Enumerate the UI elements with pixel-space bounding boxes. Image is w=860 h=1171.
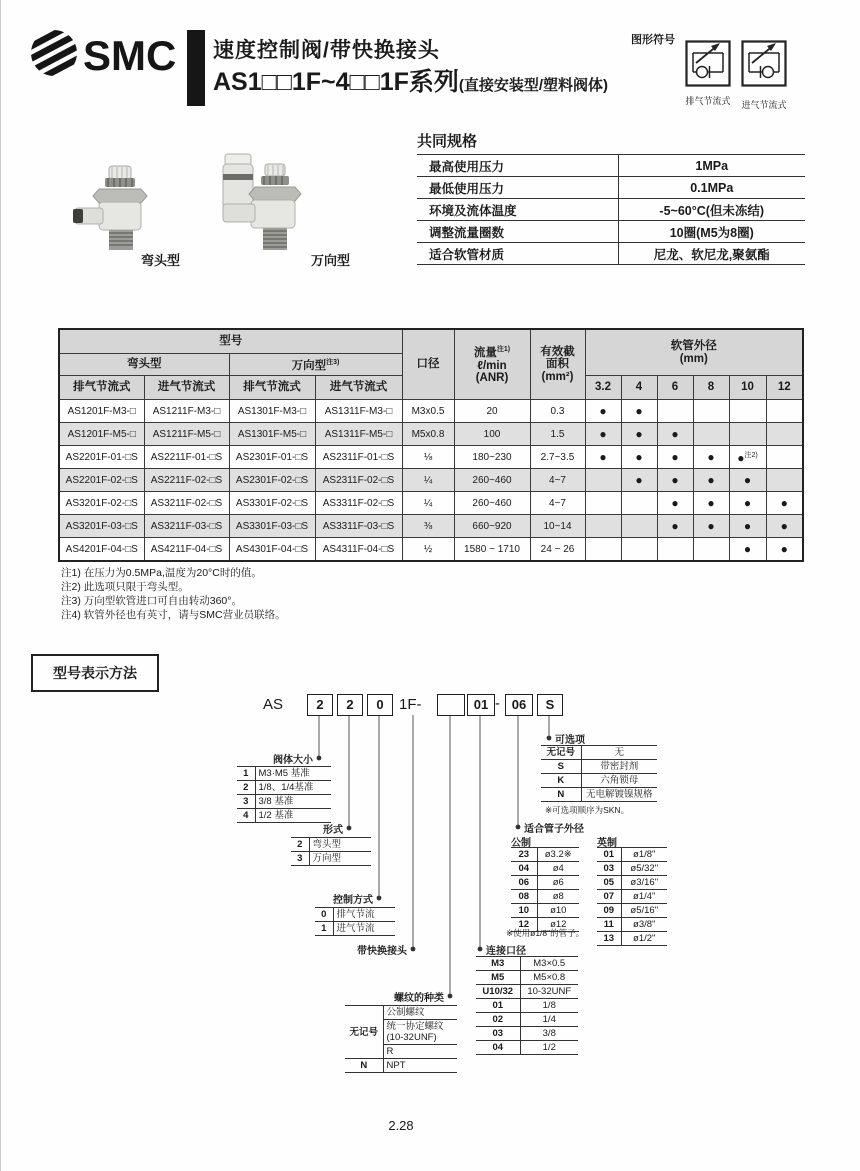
model-cell: AS1201F-M3-□ — [59, 400, 144, 423]
control-table — [315, 907, 395, 936]
flow-cell: 180~230 — [454, 446, 530, 469]
code-cell: 10 — [511, 904, 537, 918]
tube-mark — [693, 423, 729, 446]
col-intake-1: 进气节流式 — [144, 376, 229, 400]
tube-unit: (mm) — [679, 352, 708, 365]
tube-mark — [657, 538, 693, 562]
spec-row — [417, 221, 805, 243]
code-box-body-size: 2 — [307, 694, 333, 716]
tube-mark-with-note — [729, 446, 766, 469]
code-cell: 1 — [237, 767, 255, 781]
code-cell: 无记号 — [345, 1006, 383, 1059]
value-cell: 3/8 — [520, 1027, 578, 1041]
col-port: 口径 — [402, 329, 454, 400]
code-cell: 23 — [511, 848, 537, 862]
tube-label: 软管外径 — [670, 340, 717, 352]
model-cell: AS1311F-M5-□ — [315, 423, 402, 446]
code-box-option: S — [537, 694, 563, 716]
area-label1: 有效截 — [540, 345, 575, 358]
tube-size-3.2: 3.2 — [585, 376, 621, 400]
tube-size-6: 6 — [657, 376, 693, 400]
area-cell: 4~7 — [530, 492, 585, 515]
spec-value: 0.1MPa — [618, 177, 805, 199]
header-divider-bar — [187, 30, 205, 106]
footnote-3: 注3) 万向型软管进口可自由转动360°。 — [61, 595, 242, 607]
brand-text: SMC — [83, 32, 177, 79]
port-cell: ¼ — [402, 492, 454, 515]
series-title — [213, 62, 608, 98]
page-title: 速度控制阀/带快换接头 — [213, 39, 440, 62]
value-cell: ø10 — [537, 904, 579, 918]
tube-mark: ● — [621, 400, 657, 423]
elbow-type-caption: 弯头型 — [141, 253, 181, 268]
tube-mark: ● — [729, 469, 766, 492]
control-label: 控制方式 — [333, 895, 373, 906]
area-cell: 2.7~3.5 — [530, 446, 585, 469]
code-cell: 06 — [511, 876, 537, 890]
value-cell: 1/8、1/4基准 — [255, 781, 331, 795]
universal-note-ref: 注3) — [326, 358, 340, 366]
options-table — [541, 745, 657, 802]
port-cell: ¼ — [402, 469, 454, 492]
col-flow — [454, 329, 530, 400]
code-box-control: 0 — [367, 694, 393, 716]
value-cell: ø4 — [537, 862, 579, 876]
code-cell: K — [541, 774, 581, 788]
area-cell: 4~7 — [530, 469, 585, 492]
tube-mark: ● — [693, 469, 729, 492]
spec-label: 最高使用压力 — [417, 155, 618, 177]
col-exhaust-2: 排气节流式 — [229, 376, 315, 400]
spec-row — [417, 243, 805, 265]
value-cell: 3/8 基准 — [255, 795, 331, 809]
col-universal — [229, 354, 402, 376]
code-cell: M5 — [476, 971, 520, 985]
port-cell: ⅜ — [402, 515, 454, 538]
designation-title-box: 型号表示方法 — [31, 654, 159, 692]
tube-mark: ● — [729, 492, 766, 515]
value-cell: 1/8 — [520, 999, 578, 1013]
tube-od-inch-label: 英制 — [597, 838, 617, 849]
value-cell: 排气节流 — [333, 908, 395, 922]
tube-mark — [585, 469, 621, 492]
code-cell: 13 — [597, 932, 621, 946]
tube-mark — [657, 400, 693, 423]
footnote-4: 注4) 软管外径也有英寸，请与SMC营业员联络。 — [61, 609, 286, 621]
code-cell: 07 — [597, 890, 621, 904]
tube-mark: ● — [766, 492, 803, 515]
model-cell: AS4211F-04-□S — [144, 538, 229, 562]
value-cell: 1/2 基准 — [255, 809, 331, 823]
model-cell: AS1301F-M3-□ — [229, 400, 315, 423]
code-cell: 3 — [237, 795, 255, 809]
tube-mark: ● — [737, 450, 745, 465]
code-cell: 2 — [291, 838, 309, 852]
value-cell: ø5/16" — [621, 904, 667, 918]
port-size-table — [476, 956, 578, 1055]
spec-value: -5~60°C(但未冻结) — [618, 199, 805, 221]
code-cell: 0 — [315, 908, 333, 922]
tube-mark: ● — [657, 492, 693, 515]
spec-row — [417, 199, 805, 221]
tube-mark: ● — [621, 446, 657, 469]
tube-mark: ● — [766, 538, 803, 562]
code-cell: 04 — [511, 862, 537, 876]
tube-mark — [585, 515, 621, 538]
spec-value: 尼龙、软尼龙,聚氨酯 — [618, 243, 805, 265]
value-cell: ø3/8" — [621, 918, 667, 932]
value-cell: ø1/4" — [621, 890, 667, 904]
tube-od-metric-table — [511, 847, 579, 932]
series-name: AS1□□1F~4□□1F系列 — [213, 68, 459, 96]
value-cell: 公制螺纹 — [383, 1006, 457, 1020]
spec-label: 调整流量圈数 — [417, 221, 618, 243]
model-cell: AS3301F-03-□S — [229, 515, 315, 538]
value-cell: ø8 — [537, 890, 579, 904]
model-cell: AS1301F-M5-□ — [229, 423, 315, 446]
common-specs-table — [417, 154, 805, 265]
value-cell: 统一协定螺纹(10-32UNF) — [383, 1020, 457, 1045]
universal-type-photo — [203, 150, 315, 263]
area-label2: 面积 — [546, 358, 569, 371]
value-cell: ø5/32" — [621, 862, 667, 876]
spec-value: 10圈(M5为8圈) — [618, 221, 805, 243]
model-cell: AS3201F-03-□S — [59, 515, 144, 538]
value-cell: 六角锁母 — [581, 774, 657, 788]
universal-type-caption: 万向型 — [311, 253, 351, 268]
tube-mark — [585, 538, 621, 562]
model-cell: AS2301F-02-□S — [229, 469, 315, 492]
designation-diagram — [1, 688, 860, 1088]
tube-mark: ● — [657, 469, 693, 492]
intake-throttle-symbol-icon — [741, 40, 787, 92]
flow-note-ref: 注1) — [496, 346, 511, 354]
spec-row — [417, 155, 805, 177]
model-cell: AS4311F-04-□S — [315, 538, 402, 562]
tube-mark — [621, 492, 657, 515]
code-cell: 4 — [237, 809, 255, 823]
flow-unit: ℓ/min — [477, 359, 507, 372]
area-cell: 10~14 — [530, 515, 585, 538]
tube-mark — [693, 538, 729, 562]
code-dash: - — [495, 695, 500, 712]
flow-cell: 260~460 — [454, 469, 530, 492]
code-box-form: 2 — [337, 694, 363, 716]
tube-mark: ● — [693, 515, 729, 538]
spec-label: 最低使用压力 — [417, 177, 618, 199]
code-cell: 无记号 — [541, 746, 581, 760]
code-mid: 1F- — [399, 696, 422, 713]
tube-mark: ● — [621, 423, 657, 446]
tube-mark — [766, 469, 803, 492]
value-cell: M5×0.8 — [520, 971, 578, 985]
options-label: 可选项 — [555, 735, 585, 746]
tube-mark: ● — [657, 446, 693, 469]
value-cell: 万向型 — [309, 852, 371, 866]
tube-mark — [693, 400, 729, 423]
tube-mark — [585, 492, 621, 515]
code-cell: 08 — [511, 890, 537, 904]
model-cell: AS1211F-M5-□ — [144, 423, 229, 446]
smc-logo-icon — [27, 26, 185, 80]
tube-mark: ● — [585, 423, 621, 446]
area-cell: 1.5 — [530, 423, 585, 446]
tube-mark: ● — [693, 446, 729, 469]
value-cell: ø1/2" — [621, 932, 667, 946]
port-cell: ½ — [402, 538, 454, 562]
value-cell: M3·M5 基准 — [255, 767, 331, 781]
value-cell: ø3.2※ — [537, 848, 579, 862]
series-subtitle: (直接安装型/塑料阀体) — [458, 77, 609, 94]
tube-mark — [766, 423, 803, 446]
tube-mark: ● — [729, 538, 766, 562]
col-area — [530, 329, 585, 400]
table-row — [59, 446, 803, 469]
value-cell: 带密封剂 — [581, 760, 657, 774]
flow-label: 流量 — [473, 347, 497, 360]
value-cell: 弯头型 — [309, 838, 371, 852]
tube-mark: ● — [693, 492, 729, 515]
tube-mark: ● — [729, 515, 766, 538]
table-row — [59, 538, 803, 562]
model-cell: AS3201F-02-□S — [59, 492, 144, 515]
model-table-header-row — [59, 329, 803, 354]
code-cell: M3 — [476, 957, 520, 971]
common-specs-title: 共同规格 — [417, 133, 478, 150]
value-cell: 10-32UNF — [520, 985, 578, 999]
value-cell: 1/4 — [520, 1013, 578, 1027]
port-cell: M5x0.8 — [402, 423, 454, 446]
form-table — [291, 837, 371, 866]
model-cell: AS2311F-01-□S — [315, 446, 402, 469]
spec-label: 环境及流体温度 — [417, 199, 618, 221]
value-cell: 1/2 — [520, 1041, 578, 1055]
flow-cell: 20 — [454, 400, 530, 423]
footnotes — [61, 566, 286, 622]
flow-cell: 100 — [454, 423, 530, 446]
flow-unit2: (ANR) — [475, 372, 509, 385]
tube-mark: ● — [621, 469, 657, 492]
model-cell: AS4301F-04-□S — [229, 538, 315, 562]
model-cell: AS3211F-03-□S — [144, 515, 229, 538]
footnote-2: 注2) 此选项只限于弯头型。 — [61, 581, 189, 593]
model-cell: AS1311F-M3-□ — [315, 400, 402, 423]
value-cell: 无 — [581, 746, 657, 760]
graphic-symbol-label: 图形符号 — [631, 34, 675, 46]
model-cell: AS2201F-01-□S — [59, 446, 144, 469]
model-cell: AS1201F-M5-□ — [59, 423, 144, 446]
code-cell: U10/32 — [476, 985, 520, 999]
code-cell: 01 — [476, 999, 520, 1013]
body-size-table — [237, 766, 331, 823]
col-elbow: 弯头型 — [59, 354, 229, 376]
tube-size-12: 12 — [766, 376, 803, 400]
tube-mark — [729, 400, 766, 423]
code-cell: 01 — [597, 848, 621, 862]
spec-label: 适合软管材质 — [417, 243, 618, 265]
table-row — [59, 492, 803, 515]
code-cell: 03 — [597, 862, 621, 876]
tube-size-4: 4 — [621, 376, 657, 400]
body-size-label: 阀体大小 — [273, 755, 313, 766]
quick-coupling-label: 带快换接头 — [357, 946, 407, 957]
tube-od-label: 适合管子外径 — [524, 824, 584, 835]
tube-od-inch-table — [597, 847, 667, 946]
table-row — [59, 469, 803, 492]
code-cell: 2 — [237, 781, 255, 795]
model-cell: AS3311F-03-□S — [315, 515, 402, 538]
tube-mark: ● — [657, 423, 693, 446]
universal-label: 万向型 — [291, 359, 327, 372]
code-box-port: 01 — [467, 694, 495, 716]
table-row — [59, 423, 803, 446]
value-cell: 无电解镀镍规格 — [581, 788, 657, 802]
tube-mark: ● — [657, 515, 693, 538]
model-cell: AS3301F-02-□S — [229, 492, 315, 515]
code-cell: N — [541, 788, 581, 802]
value-cell: 进气节流 — [333, 922, 395, 936]
area-unit: (mm²) — [541, 370, 574, 383]
tube-mark — [621, 515, 657, 538]
model-cell: AS2311F-02-□S — [315, 469, 402, 492]
code-cell: 3 — [291, 852, 309, 866]
code-cell: 1 — [315, 922, 333, 936]
col-exhaust-1: 排气节流式 — [59, 376, 144, 400]
value-cell: R — [383, 1045, 457, 1059]
tube-od-metric-note: ※使用ø1/8"的管子。 — [506, 928, 585, 938]
code-prefix: AS — [263, 696, 284, 713]
model-cell: AS2301F-01-□S — [229, 446, 315, 469]
code-cell: 12 — [511, 918, 537, 932]
spec-row — [417, 177, 805, 199]
flow-cell: 260~460 — [454, 492, 530, 515]
table-row — [59, 515, 803, 538]
port-size-label: 连接口径 — [486, 946, 526, 957]
col-tube-od — [585, 329, 803, 376]
spec-value: 1MPa — [618, 155, 805, 177]
code-cell: 05 — [597, 876, 621, 890]
col-model: 型号 — [59, 329, 402, 354]
code-cell: N — [345, 1059, 383, 1073]
tube-mark — [729, 423, 766, 446]
model-cell: AS1211F-M3-□ — [144, 400, 229, 423]
tube-mark: ● — [585, 446, 621, 469]
model-cell: AS3211F-02-□S — [144, 492, 229, 515]
area-cell: 0.3 — [530, 400, 585, 423]
code-box-thread — [437, 694, 465, 716]
model-cell: AS4201F-04-□S — [59, 538, 144, 562]
code-cell: 02 — [476, 1013, 520, 1027]
area-cell: 24 ~ 26 — [530, 538, 585, 562]
tube-note-ref: 注2) — [744, 451, 758, 459]
code-box-tube: 06 — [505, 694, 533, 716]
tube-mark — [621, 538, 657, 562]
thread-type-table — [345, 1005, 457, 1073]
exhaust-symbol-caption: 排气节流式 — [685, 96, 731, 106]
value-cell: NPT — [383, 1059, 457, 1073]
tube-mark: ● — [766, 515, 803, 538]
code-cell: 04 — [476, 1041, 520, 1055]
tube-size-8: 8 — [693, 376, 729, 400]
value-cell: ø3/16" — [621, 876, 667, 890]
port-cell: M3x0.5 — [402, 400, 454, 423]
code-cell: S — [541, 760, 581, 774]
model-cell: AS3311F-02-□S — [315, 492, 402, 515]
tube-mark: ● — [585, 400, 621, 423]
code-cell: 11 — [597, 918, 621, 932]
value-cell: ø1/8" — [621, 848, 667, 862]
code-cell: 09 — [597, 904, 621, 918]
tube-size-10: 10 — [729, 376, 766, 400]
code-cell: 03 — [476, 1027, 520, 1041]
thread-type-label: 螺纹的种类 — [394, 993, 444, 1004]
footnote-1: 注1) 在压力为0.5MPa,温度为20°C时的值。 — [61, 567, 262, 579]
value-cell: ø12 — [537, 918, 579, 932]
model-cell: AS2211F-02-□S — [144, 469, 229, 492]
flow-cell: 660~920 — [454, 515, 530, 538]
form-label: 形式 — [323, 825, 343, 836]
model-cell: AS2201F-02-□S — [59, 469, 144, 492]
intake-symbol-caption: 进气节流式 — [741, 100, 787, 110]
tube-od-metric-label: 公制 — [511, 838, 531, 849]
model-table — [58, 328, 804, 562]
col-intake-2: 进气节流式 — [315, 376, 402, 400]
port-cell: ⅛ — [402, 446, 454, 469]
model-cell: AS2211F-01-□S — [144, 446, 229, 469]
flow-cell: 1580 ~ 1710 — [454, 538, 530, 562]
page-number: 2.28 — [388, 1118, 414, 1133]
value-cell: ø6 — [537, 876, 579, 890]
exhaust-throttle-symbol-icon — [685, 40, 731, 92]
tube-mark — [766, 446, 803, 469]
value-cell: M3×0.5 — [520, 957, 578, 971]
table-row — [59, 400, 803, 423]
tube-mark — [766, 400, 803, 423]
smc-logo — [27, 26, 185, 80]
options-note: ※可选项顺序为SKN。 — [545, 805, 630, 815]
